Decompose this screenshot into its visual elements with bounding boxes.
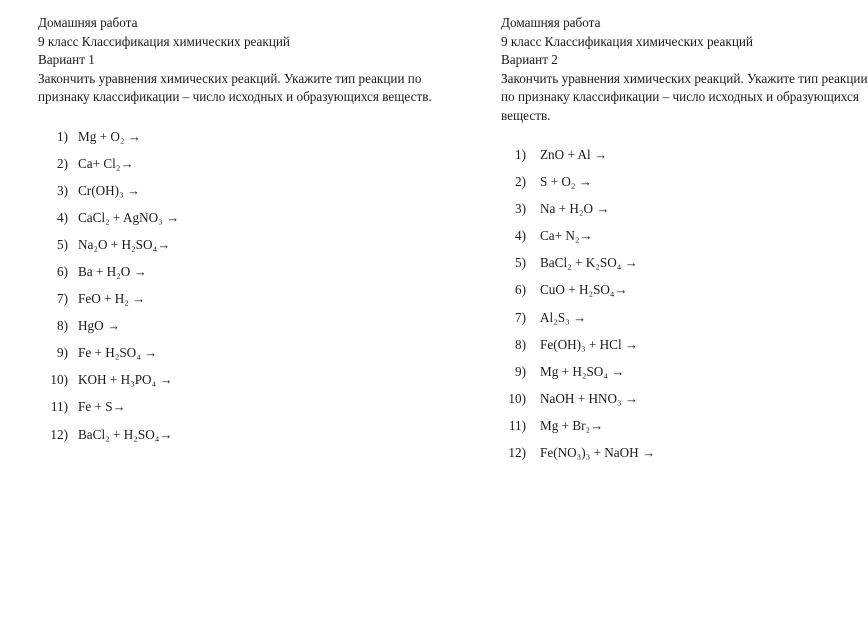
equation-text: HgO → <box>78 318 121 334</box>
equation-number: 9) <box>57 345 68 361</box>
equation-text: Ca+ Cl₂→ <box>78 155 134 171</box>
equation-text: Na + H₂O → <box>540 201 610 217</box>
equation-number: 10) <box>508 390 526 406</box>
equation-text: Fe(NO₃)₃ + NaOH → <box>540 445 656 461</box>
equation-number: 9) <box>515 363 526 379</box>
equation-number: 8) <box>57 318 68 334</box>
equation-item <box>501 146 701 173</box>
equation-number: 4) <box>57 209 68 225</box>
equation-text: BaCl₂ + K₂SO₄ → <box>540 255 638 271</box>
equation-item <box>501 309 701 336</box>
equation-item <box>501 227 701 254</box>
worksheet-variant-2 <box>501 14 868 471</box>
equation-item <box>501 254 701 281</box>
worksheet-title: Домашняя работа <box>501 15 601 30</box>
equation-item <box>38 209 478 236</box>
equation-number: 1) <box>515 147 526 162</box>
equation-item <box>38 128 478 155</box>
equation-item <box>38 290 478 317</box>
equation-text: Ca+ N₂→ <box>540 228 593 244</box>
equation-item <box>38 426 478 453</box>
equation-text: Mg + Br₂→ <box>540 417 604 433</box>
equation-number: 4) <box>515 228 526 244</box>
equation-text: CaCl₂ + AgNO₃ → <box>78 209 180 225</box>
equation-text: ZnO + Al → <box>540 147 608 162</box>
equation-text: S + O₂ → <box>540 174 592 190</box>
equation-item <box>38 182 478 209</box>
variant-label: Вариант 1 <box>38 52 95 67</box>
equation-text: NaOH + HNO₃ → <box>540 390 639 406</box>
equation-item <box>501 200 701 227</box>
equation-item <box>501 173 701 200</box>
equation-text: Fe(OH)₃ + HCl → <box>540 336 639 352</box>
equation-item <box>38 236 478 263</box>
equation-item <box>501 336 701 363</box>
equation-text: Al₂S₃ → <box>540 309 587 325</box>
task-line: по признаку классификации – число исходных и образующихся <box>501 89 859 104</box>
equation-text: Fe + H₂SO₄ → <box>78 345 158 361</box>
equation-text: Mg + O₂ → <box>78 128 141 144</box>
equation-number: 12) <box>508 445 526 461</box>
equation-item <box>38 398 478 425</box>
equation-item <box>38 155 478 182</box>
equation-number: 1) <box>57 128 68 144</box>
equation-number: 12) <box>50 426 68 442</box>
variant-label: Вариант 2 <box>501 52 558 67</box>
equation-number: 2) <box>57 155 68 171</box>
equation-item <box>501 444 701 471</box>
equation-text: Mg + H₂SO₄ → <box>540 363 625 379</box>
equation-item <box>38 344 478 371</box>
equation-item <box>501 417 701 444</box>
equation-list <box>501 146 701 471</box>
equation-text: CuO + H₂SO₄→ <box>540 282 628 298</box>
equation-text: Na₂O + H₂SO₄→ <box>78 236 171 252</box>
equation-number: 8) <box>515 336 526 352</box>
equation-number: 5) <box>57 236 68 252</box>
equation-item <box>501 390 701 417</box>
equation-item <box>38 263 478 290</box>
task-line: Закончить уравнения химических реакций. Укажите тип реакции <box>501 70 868 86</box>
equation-text: Ba + H₂O → <box>78 263 147 279</box>
equation-number: 6) <box>515 282 526 298</box>
equation-item <box>501 281 701 308</box>
equation-text: BaCl₂ + H₂SO₄→ <box>78 426 173 442</box>
equation-number: 3) <box>57 182 68 198</box>
equation-item <box>501 363 701 390</box>
equation-list <box>38 128 478 453</box>
equation-text: Cr(OH)₃ → <box>78 182 141 198</box>
grade-topic: 9 класс Классификация химических реакций <box>501 33 753 49</box>
equation-number: 7) <box>57 291 68 307</box>
task-instructions <box>501 70 868 126</box>
task-instructions: Закончить уравнения химических реакций. Укажите тип реакции по признаку классификации – число исходных и образующихся веществ. <box>38 70 432 104</box>
equation-text: FeO + H₂ → <box>78 291 146 307</box>
equation-number: 11) <box>508 417 526 433</box>
grade-topic: 9 класс Классификация химических реакций <box>38 33 290 49</box>
equation-number: 3) <box>515 201 526 217</box>
equation-number: 5) <box>515 255 526 271</box>
equation-number: 7) <box>515 309 526 325</box>
equation-text: KOH + H₃PO₄ → <box>78 372 173 388</box>
equation-number: 11) <box>50 399 68 415</box>
task-line: веществ. <box>501 107 551 123</box>
worksheet-variant-1 <box>38 14 478 453</box>
equation-number: 6) <box>57 263 68 279</box>
equation-number: 10) <box>50 372 68 388</box>
equation-item <box>38 371 478 398</box>
equation-text: Fe + S→ <box>78 399 126 415</box>
worksheet-title: Домашняя работа <box>38 15 138 30</box>
equation-number: 2) <box>515 174 526 190</box>
equation-item <box>38 317 478 344</box>
